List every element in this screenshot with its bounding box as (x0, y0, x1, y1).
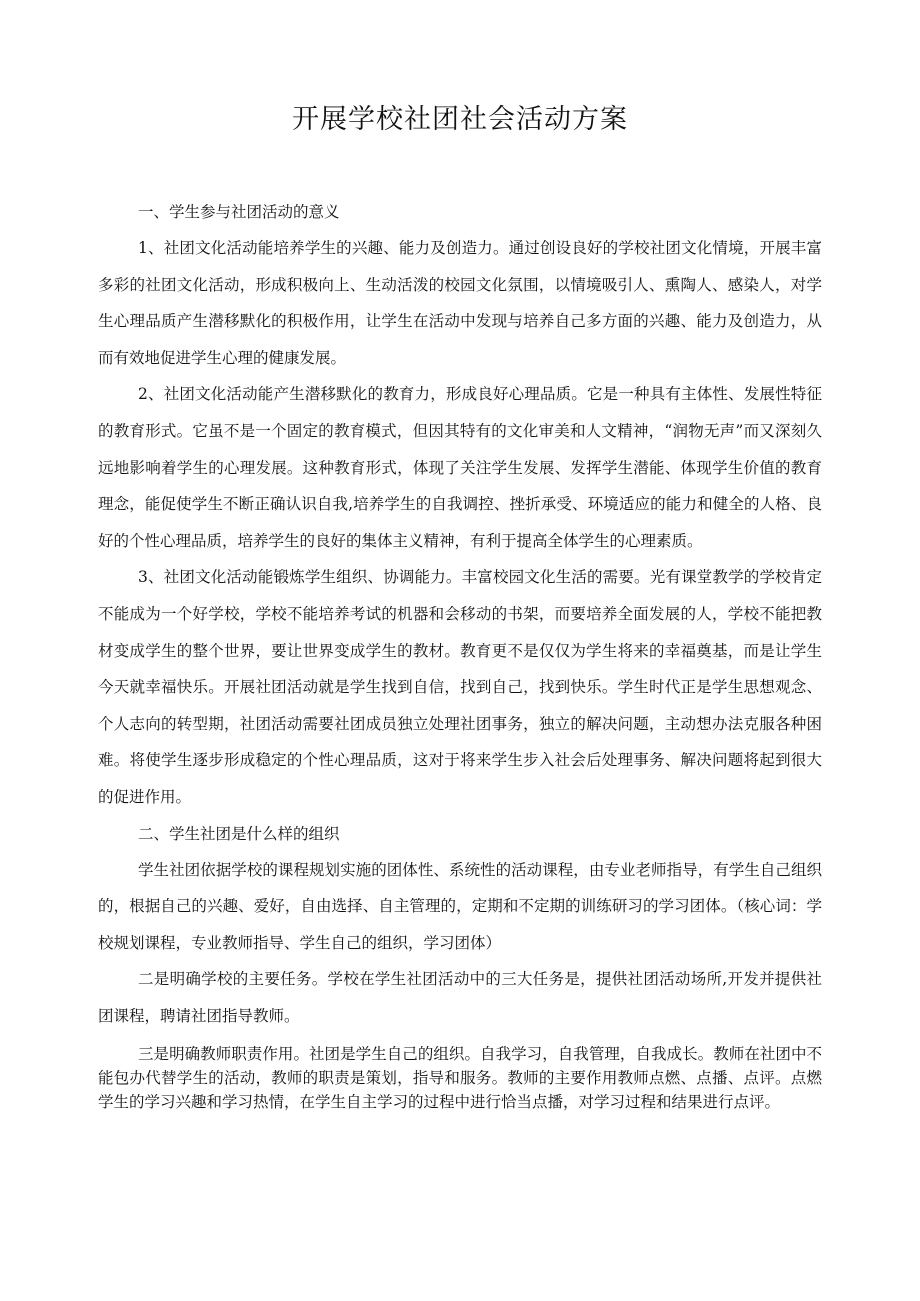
document-title: 开展学校社团社会活动方案 (292, 104, 628, 135)
section-1-paragraph-2: 2、社团文化活动能产生潜移默化的教育力，形成良好心理品质。它是一种具有主体性、发展性特征的教育形式。它虽不是一个固定的教育模式，但因其特有的文化审美和人文精神，“润物无声”而又深刻久远地影响着学生的心理发展。这种教育形式，体现了关注学生发展、发挥学生潜能、体现学生价值的教育理念，能促使学生不断正确认识自我,培养学生的自我调控、挫折承受、环境适应的能力和健全的人格、良好的个性心理品质，培养学生的良好的集体主义精神，有利于提高全体学生的心理素质。 (98, 385, 822, 550)
section-2-paragraph-3: 三是明确教师职责作用。社团是学生自己的组织。自我学习，自我管理，自我成长。教师在社团中不能包办代替学生的活动，教师的职责是策划，指导和服务。教师的主要作用教师点燃、点播、点评。点燃学生的学习兴趣和学习热情，在学生自主学习的过程中进行恰当点播，对学习过程和结果进行点评。 (98, 1045, 822, 1112)
section-2-paragraph-1: 学生社团依据学校的课程规划实施的团体性、系统性的活动课程，由专业老师指导，有学生自己组织的，根据自己的兴趣、爱好，自由选择、自主管理的，定期和不定期的训练研习的学习团体。（核心词：学校规划课程，专业教师指导、学生自己的组织，学习团体） (98, 860, 822, 952)
section-2-heading: 二、学生社团是什么样的组织 (138, 824, 340, 843)
section-1-paragraph-1: 1、社团文化活动能培养学生的兴趣、能力及创造力。通过创设良好的学校社团文化情境，开展丰富多彩的社团文化活动，形成积极向上、生动活泼的校园文化氛围，以情境吸引人、熏陶人、感染人，对学生心理品质产生潜移默化的积极作用，让学生在活动中发现与培养自己多方面的兴趣、能力及创造力，从而有效地促进学生心理的健康发展。 (98, 239, 822, 367)
document-body (98, 194, 822, 1114)
section-2-paragraph-2: 二是明确学校的主要任务。学校在学生社团活动中的三大任务是，提供社团活动场所,开发并提供社团课程，聘请社团指导教师。 (98, 970, 822, 1025)
section-1-paragraph-3: 3、社团文化活动能锻炼学生组织、协调能力。丰富校园文化生活的需要。光有课堂教学的学校肯定不能成为一个好学校，学校不能培养考试的机器和会移动的书架，而要培养全面发展的人，学校不能把教材变成学生的整个世界，要让世界变成学生的教材。教育更不是仅仅为学生将来的幸福奠基，而是让学生今天就幸福快乐。开展社团活动就是学生找到自信，找到自己，找到快乐。学生时代正是学生思想观念、个人志向的转型期，社团活动需要社团成员独立处理社团事务，独立的解决问题，主动想办法克服各种困难。将使学生逐步形成稳定的个性心理品质，这对于将来学生步入社会后处理事务、解决问题将起到很大的促进作用。 (98, 568, 822, 806)
section-1-heading: 一、学生参与社团活动的意义 (138, 203, 340, 221)
